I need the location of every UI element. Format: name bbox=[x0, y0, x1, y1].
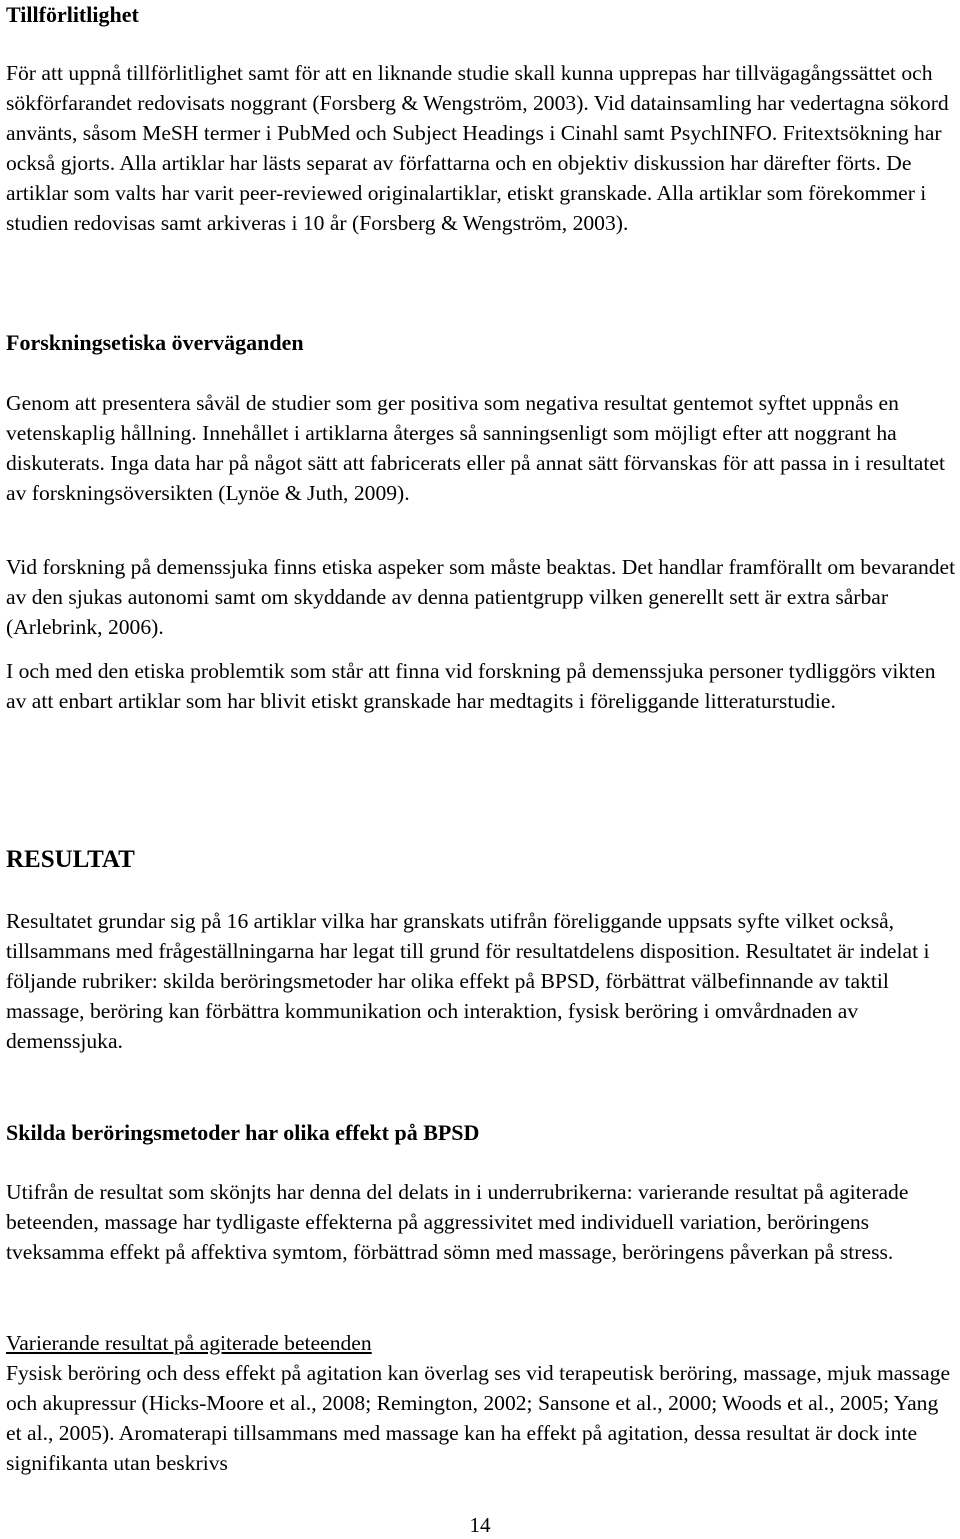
section-heading-results: RESULTAT bbox=[6, 846, 135, 873]
paragraph-ethics-1: Genom att presentera såväl de studier som ger positiva som negativa resultat gentemot syftet uppnås en vetenskaplig hållning. Innehållet i artiklarna återges så sanningsenligt som möjligt efter att noggrant ha diskuterats. Inga data har på något sätt att fabricerats eller på annat sätt förvanskas för att passa in i resultatet av forskningsöversikten (Lynöe & Juth, 2009). bbox=[6, 391, 945, 505]
paragraph-bpsd: Utifrån de resultat som skönjts har denna del delats in i underrubrikerna: varierande resultat på agiterade beteenden, massage har tydligaste effekterna på aggressivitet med individuell variation, beröringens tveksamma effekt på affektiva symtom, förbättrad sömn med massage, beröringens påverkan på stress. bbox=[6, 1180, 909, 1264]
paragraph-agitated-behaviour: Fysisk beröring och dess effekt på agitation kan överlag ses vid terapeutisk beröring, massage, mjuk massage och akupressur (Hicks-Moore et al., 2008; Remington, 2002; Sansone et al., 2000; Woods et al., 2005; Yang et al., 2005). Aromaterapi tillsammans med massage kan ha effekt på agitation, dessa resultat är dock inte signifikanta utan beskrivs bbox=[6, 1361, 951, 1475]
paragraph-ethics-2: Vid forskning på demenssjuka finns etiska aspeker som måste beaktas. Det handlar framförallt om bevarandet av den sjukas autonomi samt om skyddande av denna patientgrupp vilken generellt sett är extra sårbar (Arlebrink, 2006). bbox=[6, 555, 956, 639]
paragraph-reliability: För att uppnå tillförlitlighet samt för att en liknande studie skall kunna upprepas har tillvägagångssättet och sökförfarandet redovisats noggrant (Forsberg & Wengström, 2003). Vid datainsamling har vedertagna sökord använts, såsom MeSH termer i PubMed och Subject Headings i Cinahl samt PsychINFO. Fritextsökning har också gjorts. Alla artiklar har lästs separat av författarna och en objektiv diskussion har därefter förts. De artiklar som valts har varit peer-reviewed originalartiklar, etiskt granskade. Alla artiklar som förekommer i studien redovisas samt arkiveras i 10 år (Forsberg & Wengström, 2003). bbox=[6, 61, 949, 235]
paragraph-ethics-3: I och med den etiska problemtik som står att finna vid forskning på demenssjuka personer tydliggörs vikten av att enbart artiklar som har blivit etiskt granskade har medtagits i föreliggande litteraturstudie. bbox=[6, 659, 936, 713]
paragraph-results: Resultatet grundar sig på 16 artiklar vilka har granskats utifrån föreliggande uppsats syfte vilket också, tillsammans med frågeställningarna har legat till grund för resultatdelens disposition. Resultatet är indelat i följande rubriker: skilda beröringsmetoder har olika effekt på BPSD, förbättrat välbefinnande av taktil massage, beröring kan förbättra kommunikation och interaktion, fysisk beröring i omvårdnaden av demenssjuka. bbox=[6, 909, 930, 1053]
section-heading-bpsd: Skilda beröringsmetoder har olika effekt på BPSD bbox=[6, 1120, 480, 1145]
subheading-agitated-behaviour: Varierande resultat på agiterade beteenden bbox=[6, 1331, 372, 1355]
section-heading-ethics: Forskningsetiska överväganden bbox=[6, 330, 304, 355]
page-number: 14 bbox=[469, 1513, 491, 1537]
section-heading-reliability: Tillförlitlighet bbox=[6, 2, 139, 27]
